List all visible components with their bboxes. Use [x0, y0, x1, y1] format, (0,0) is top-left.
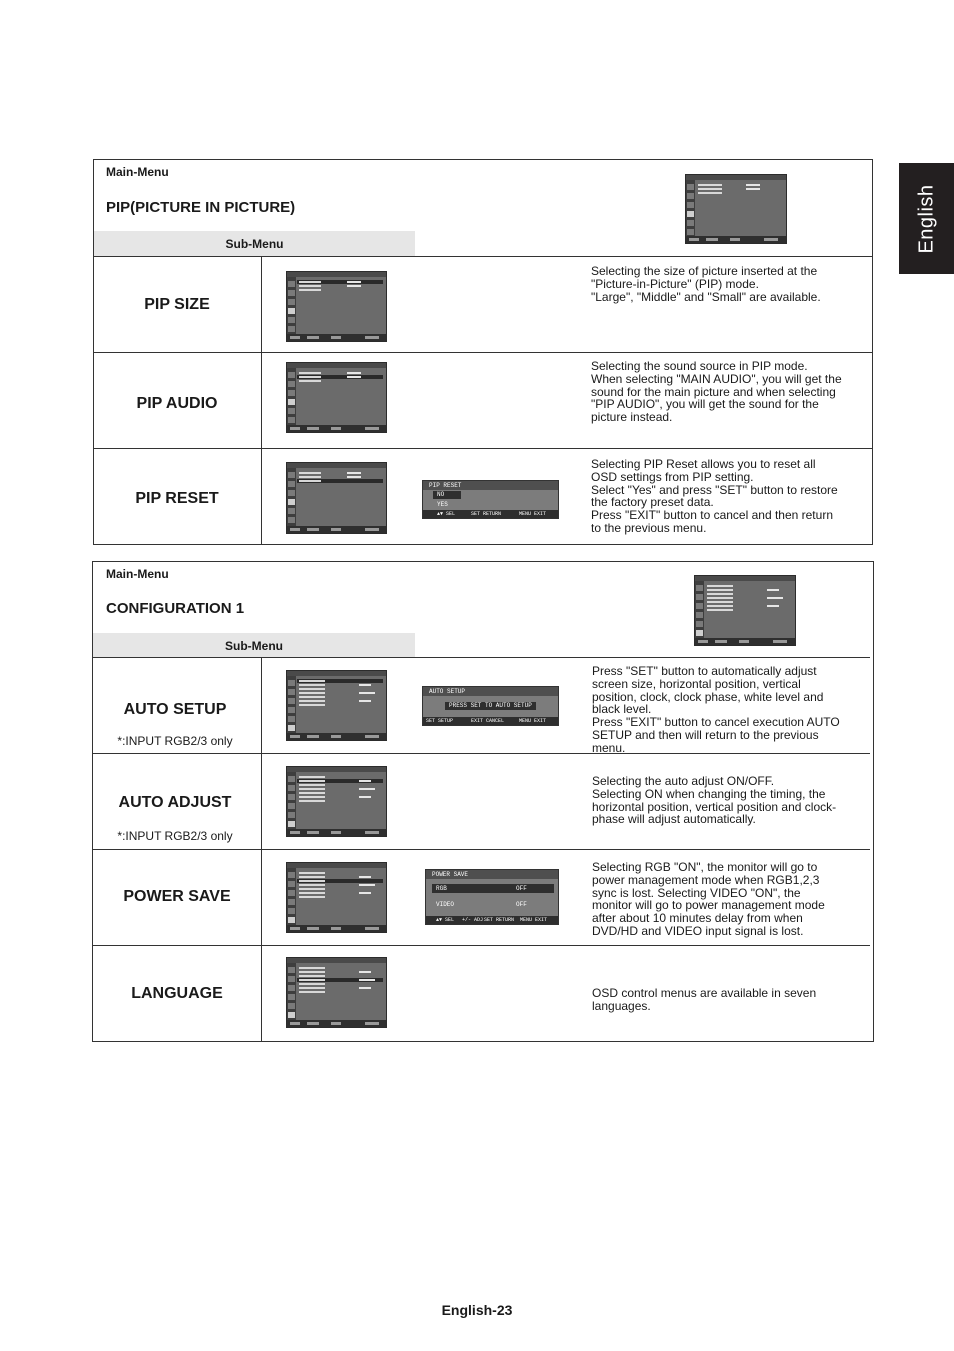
osd-pip-size-preview — [286, 271, 387, 342]
dialog-footer-adj: +/- ADJ — [462, 917, 484, 923]
row-description: Press "SET" button to automatically adjust screen size, horizontal position, vertical position, clock, clock phase, white level and black level. Press "EXIT" button to cancel execution AUTO SETUP and then will return to the previous menu. — [592, 664, 840, 755]
language-tab — [899, 163, 954, 274]
row-divider — [93, 352, 873, 353]
main-menu-label: Main-Menu — [106, 567, 169, 581]
dialog-row-rgb-highlight[interactable] — [432, 884, 554, 893]
column-divider — [261, 657, 262, 1041]
dialog-option-video[interactable]: VIDEO — [436, 901, 455, 908]
sub-menu-label: Sub-Menu — [225, 236, 284, 251]
section-title: PIP(PICTURE IN PICTURE) — [106, 199, 296, 216]
sub-menu-label: Sub-Menu — [225, 638, 283, 653]
dialog-footer-exit: MENU EXIT MENU — [519, 718, 547, 732]
page-number: English-23 — [441, 1302, 513, 1318]
sub-menu-bar — [93, 633, 415, 658]
osd-pip-reset-preview — [286, 462, 387, 534]
osd-main-menu-preview — [694, 575, 796, 646]
main-menu-label: Main-Menu — [106, 165, 169, 179]
row-description: Selecting PIP Reset allows you to reset all OSD settings from PIP setting. Select "Yes" and press "SET" button to restore the factory preset data. Press "EXIT" button to cancel and then return to the previous menu. — [591, 457, 838, 535]
row-title-auto-setup: AUTO SETUP — [123, 701, 227, 718]
column-divider — [261, 256, 262, 545]
row-divider — [92, 849, 870, 850]
row-description: Selecting the size of picture inserted at the "Picture-in-Picture" (PIP) mode. "Large", "Middle" and "Small" are available. — [591, 264, 821, 304]
row-title-pip-size: PIP SIZE — [144, 296, 210, 313]
dialog-option-yes[interactable]: YES — [437, 501, 448, 508]
row-title-auto-adjust: AUTO ADJUST — [118, 794, 232, 811]
row-divider — [92, 657, 870, 658]
dialog-footer-cancel: EXIT CANCEL — [471, 718, 505, 724]
dialog-footer-sel: ▲▼ SEL — [436, 917, 455, 923]
dialog-footer-exit: MENU EXIT MENU — [519, 511, 547, 525]
dialog-option-rgb[interactable]: RGB — [436, 885, 447, 892]
power-save-dialog — [425, 869, 559, 931]
row-title-pip-reset: PIP RESET — [135, 490, 219, 507]
dialog-prompt: PRESS SET TO AUTO SETUP — [445, 702, 536, 710]
osd-auto-adjust-preview — [286, 766, 387, 837]
dialog-title: POWER SAVE — [426, 870, 558, 879]
row-description: Selecting the sound source in PIP mode. When selecting "MAIN AUDIO", you will get the sound for the main picture and when selecting "PIP AUDIO", you will get the sound for the picture instead. — [591, 359, 842, 425]
row-title-pip-audio: PIP AUDIO — [136, 395, 218, 412]
row-divider — [93, 256, 873, 257]
dialog-footer-sel: ▲▼ SEL — [437, 511, 456, 517]
osd-language-preview — [286, 957, 387, 1028]
row-title-power-save: POWER SAVE — [123, 888, 231, 905]
row-description: OSD control menus are available in seven languages. — [592, 986, 817, 1013]
osd-pip-audio-preview — [286, 362, 387, 433]
dialog-footer-return: SET RETURN — [484, 917, 515, 923]
dialog-footer-return: SET RETURN — [471, 511, 502, 517]
row-divider — [93, 448, 873, 449]
section-title: CONFIGURATION 1 — [106, 600, 245, 617]
row-description: Selecting RGB "ON", the monitor will go to power management mode when RGB1,2,3 sync is lost. Selecting VIDEO "ON", the monitor will go to power management mode after about 10 minutes delay from when DVD/HD and VIDEO input signal is lost. — [592, 860, 825, 938]
row-note: *:INPUT RGB2/3 only — [117, 829, 233, 843]
pip-reset-dialog — [422, 480, 559, 525]
osd-main-menu-preview — [685, 174, 787, 244]
language-tab-label: English — [915, 183, 937, 254]
row-divider — [92, 945, 870, 946]
auto-setup-dialog — [422, 686, 559, 732]
dialog-value-rgb: OFF — [516, 885, 527, 892]
row-title-language: LANGUAGE — [131, 985, 223, 1002]
row-description: Selecting the auto adjust ON/OFF. Selecting ON when changing the timing, the horizontal position, vertical position and clock- phase will adjust automatically. — [592, 774, 837, 827]
osd-auto-setup-preview — [286, 670, 387, 741]
dialog-option-no[interactable]: NO — [433, 491, 461, 499]
sub-menu-bar — [94, 231, 415, 256]
dialog-title: PIP RESET — [423, 481, 558, 490]
dialog-footer-setup: SET SETUP — [426, 718, 454, 724]
dialog-footer-exit: MENU EXIT MENU — [520, 917, 548, 931]
row-note: *:INPUT RGB2/3 only — [117, 734, 233, 748]
dialog-value-video: OFF — [516, 901, 527, 908]
osd-power-save-preview — [286, 862, 387, 933]
dialog-title: AUTO SETUP — [423, 687, 558, 696]
